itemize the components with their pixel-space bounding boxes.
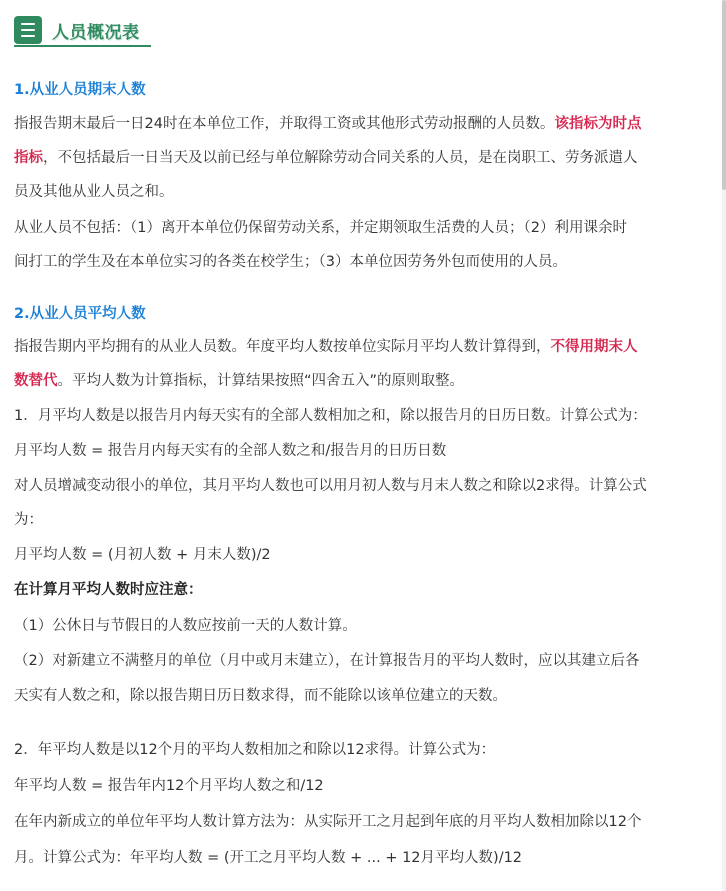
highlight-text: 数替代 — [14, 373, 58, 389]
section1-para1-line2 — [14, 148, 638, 168]
note-2-line2: 天实有人数之和，除以报告期日历日数求得，而不能除以该单位建立的天数。 — [14, 688, 507, 704]
page-title: 人员概况表 — [52, 22, 140, 43]
new-unit-line1: 在年内新成立的单位年平均人数计算方法为：从实际开工之月起到年底的月平均人数相加除以12个 — [14, 814, 642, 830]
section2-para1-line1 — [14, 337, 638, 357]
section1-para2-line1: 从业人员不包括：（1）离开本单位仍保留劳动关系，并定期领取生活费的人员；（2）利用课余时 — [14, 220, 627, 236]
annual-definition: 2．年平均人数是以12个月的平均人数相加之和除以12求得。计算公式为： — [14, 742, 496, 758]
monthly-definition: 1．月平均人数是以报告月内每天实有的全部人数相加之和，除以报告月的日历日数。计算公式为： — [14, 408, 647, 424]
note-1: （1）公休日与节假日的人数应按前一天的人数计算。 — [14, 618, 357, 634]
note-title: 在计算月平均人数时应注意： — [14, 582, 203, 598]
scrollbar[interactable] — [722, 0, 726, 891]
section2-para1-line2 — [14, 371, 464, 391]
monthly-formula-2: 月平均人数 = (月初人数 + 月末人数)/2 — [14, 547, 271, 563]
section1-para2-line2: 间打工的学生及在本单位实习的各类在校学生；（3）本单位因劳务外包而使用的人员。 — [14, 254, 567, 270]
text-span: 指报告期末最后一日24时在本单位工作，并取得工资或其他形式劳动报酬的人员数。 — [14, 116, 555, 132]
text-span: ，不包括最后一日当天及以前已经与单位解除劳动合同关系的人员，是在岗职工、劳务派遣人 — [43, 150, 638, 166]
title-underline — [14, 45, 151, 47]
small-change-line1: 对人员增减变动很小的单位，其月平均人数也可以用月初人数与月末人数之和除以2求得。计算公式 — [14, 478, 647, 494]
highlight-text: 指标 — [14, 150, 43, 166]
annual-formula: 年平均人数 = 报告年内12个月平均人数之和/12 — [14, 778, 324, 794]
text-span: 指报告期内平均拥有的从业人员数。年度平均人数按单位实际月平均人数计算得到， — [14, 339, 551, 355]
section1-title: 1.从业人员期末人数 — [14, 82, 146, 98]
section2-title: 2.从业人员平均人数 — [14, 306, 146, 322]
new-unit-line2: 月。计算公式为：年平均人数 = (开工之月平均人数 + ... + 12月平均人数)/12 — [14, 850, 523, 866]
section1-para1-line1 — [14, 114, 641, 134]
section1-para1-line3: 员及其他从业人员之和。 — [14, 184, 174, 200]
highlight-text: 该指标为时点 — [554, 116, 642, 132]
monthly-formula: 月平均人数 = 报告月内每天实有的全部人数之和/报告月的日历日数 — [14, 443, 447, 459]
note-2-line1: （2）对新建立不满整月的单位（月中或月末建立），在计算报告月的平均人数时，应以其建立后各 — [14, 653, 640, 669]
text-span: 。平均人数为计算指标，计算结果按照“四舍五入”的原则取整。 — [57, 373, 465, 389]
menu-icon — [14, 16, 42, 44]
highlight-text: 不得用期末人 — [550, 339, 638, 355]
scrollbar-thumb[interactable] — [722, 0, 726, 190]
small-change-line2: 为： — [14, 512, 43, 528]
section-header — [14, 12, 140, 48]
